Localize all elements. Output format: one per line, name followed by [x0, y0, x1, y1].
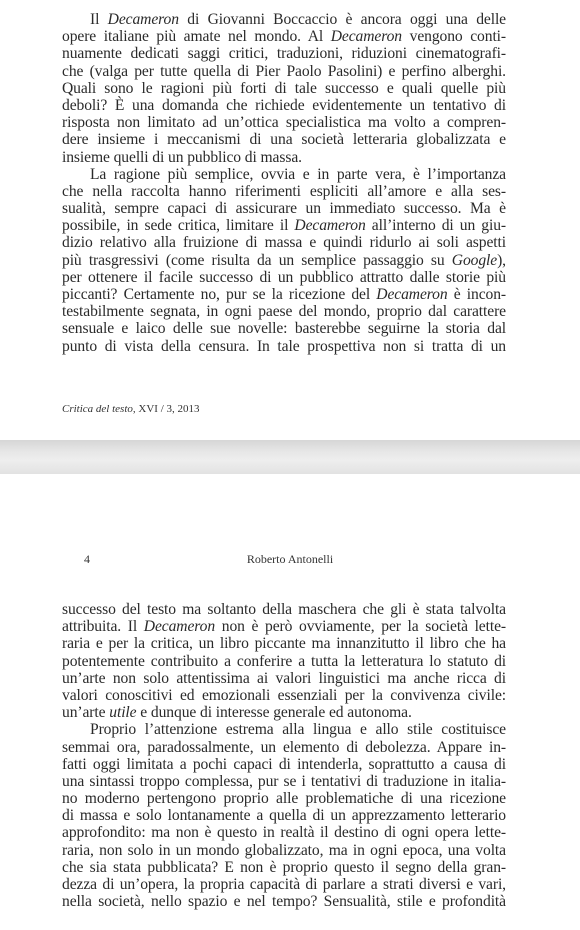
text-line — [62, 166, 506, 183]
italic-text: Decameron — [143, 618, 216, 636]
page-number: 4 — [84, 552, 90, 566]
text-span: dere insieme i meccanismi di una società letteraria globalizzata e — [62, 131, 506, 149]
text-span: di Giovanni Boccaccio è ancora oggi una delle — [178, 11, 506, 28]
italic-text: Decameron — [376, 286, 448, 303]
text-line — [62, 618, 506, 635]
text-line — [62, 114, 506, 131]
journal-issue: XVI / 3, 2013 — [138, 403, 200, 415]
text-span: insieme quelli di un pubblico di massa. — [62, 148, 302, 166]
italic-text: utile — [109, 704, 137, 722]
text-span: raria e per la critica, un libro piccante ma innanzitutto il libro che ha — [62, 635, 506, 653]
text-span: un’arte — [62, 704, 110, 722]
text-span: approfondito: ma non è questo in realtà il destino di ogni opera lette- — [62, 824, 506, 842]
italic-text: Decameron — [107, 11, 179, 28]
text-span: una sintassi troppo complessa, pur se i tentativi di traduzione in italia- — [62, 772, 506, 790]
text-line — [62, 739, 506, 756]
text-line — [62, 149, 506, 166]
text-span: dezza di un’opera, la propria capacità di parlare a strati diversi e vari, — [62, 876, 506, 893]
text-span: di massa e solo lontanamente a quella di un apprezzamento letterario — [62, 807, 506, 825]
text-span: che sia stata pubblicata? E non è proprio questo il segno della gran- — [62, 858, 506, 876]
text-line — [62, 80, 506, 97]
text-span: che (valga per tutte quella di Pier Paolo Pasolini) e perfino alberghi. — [62, 62, 506, 80]
text-span: Il — [90, 11, 108, 28]
text-span: raria, non solo in un mondo globalizzato, ma in ogni epoca, una volta — [62, 841, 506, 859]
text-span: all’interno di un giu- — [365, 217, 506, 235]
text-line — [62, 876, 506, 893]
text-line — [62, 11, 506, 28]
text-span: per ottenere il facile successo di un pubblico attratto dalle storie più — [62, 268, 506, 286]
text-line — [62, 704, 506, 721]
text-span: successo del testo ma soltanto della maschera che gli è stata talvolta — [62, 601, 506, 618]
text-line — [62, 601, 506, 618]
text-line — [62, 635, 506, 652]
journal-title: Critica del testo, — [62, 403, 136, 415]
running-head-author: Roberto Antonelli — [246, 552, 334, 566]
text-line — [62, 234, 506, 251]
text-line — [62, 97, 506, 114]
text-line — [62, 653, 506, 670]
text-span: dizio relativo alla fruizione di massa e quindi ridurlo ai soli aspetti — [62, 234, 506, 252]
italic-text: Decameron — [294, 217, 366, 235]
text-span: piccanti? Certamente no, pur se la ricezione del — [62, 286, 377, 303]
text-line — [62, 721, 506, 738]
text-span: sensuale e laico delle sue novelle: basterebbe seguirne la storia dal — [62, 320, 506, 338]
text-span: risposta non limitato ad un’ottica specialistica ma volto a compren- — [62, 114, 506, 132]
text-line — [62, 687, 506, 704]
text-line — [62, 286, 506, 303]
text-span: Proprio l’attenzione estrema alla lingua e allo stile costituisce — [90, 721, 506, 739]
text-span: potentemente contribuito a conferire a tutta la letteratura lo statuto di — [62, 652, 506, 670]
text-line — [62, 63, 506, 80]
text-span: attribuita. Il — [62, 618, 144, 636]
text-line — [62, 824, 506, 841]
text-line — [62, 670, 506, 687]
text-line — [62, 131, 506, 148]
text-span: no moderno pertengono proprio alle problematiche di una ricezione — [62, 790, 506, 808]
text-span: La ragione più semplice, ovvia e in parte vera, è l’importanza — [90, 165, 506, 183]
text-line — [62, 756, 506, 773]
text-line — [62, 790, 506, 807]
text-span: sualità, sempre capaci di assicurare un immediato successo. Ma è — [62, 200, 506, 218]
text-line — [62, 45, 506, 62]
text-span: punto di vista della censura. In tale prospettiva non si tratta di un — [62, 337, 506, 355]
journal-footer — [62, 403, 200, 415]
body-text-top — [62, 11, 506, 355]
document-page-top — [0, 0, 580, 440]
text-span: valori conoscitivi ed emozionali essenziali per la convivenza civile: — [62, 686, 506, 704]
text-span: nella società, nello spazio e nel tempo? Sensualità, stile e profondità — [62, 893, 506, 911]
text-span: testabilmente segnata, in ogni paese del mondo, proprio dal carattere — [62, 303, 506, 321]
text-span: possibile, in sede critica, limitare il — [62, 217, 295, 235]
text-span: più trasgressivi (come risulta da un semplice passaggio su — [62, 251, 452, 269]
text-span: che nella raccolta hanno riferimenti espliciti all’amore e alla ses- — [62, 182, 506, 200]
text-span: ), — [497, 251, 506, 269]
text-line — [62, 859, 506, 876]
text-line — [62, 807, 506, 824]
text-span: non è però ovviamente, per la società lette- — [215, 618, 507, 636]
text-span: nuamente dedicati saggi critici, traduzioni, riduzioni cinematografi- — [62, 45, 506, 63]
text-line — [62, 320, 506, 337]
text-line — [62, 893, 506, 910]
text-line — [62, 303, 506, 320]
text-line — [62, 269, 506, 286]
text-span: opere italiane più amate nel mondo. Al — [62, 28, 331, 46]
text-span: fatti oggi limitata a pochi capaci di intenderla, soprattutto a causa di — [62, 755, 506, 773]
text-span: deboli? È una domanda che richiede evidentemente un tentativo di — [62, 96, 506, 114]
text-line — [62, 773, 506, 790]
text-line — [62, 842, 506, 859]
text-span: e dunque di interesse generale ed autonoma. — [136, 704, 412, 722]
text-span: è incon- — [447, 286, 506, 303]
italic-text: Decameron — [330, 28, 403, 46]
text-line — [62, 252, 506, 269]
italic-text: Google — [451, 251, 498, 269]
text-line — [62, 28, 506, 45]
text-span: un’arte non solo attentissima ai valori linguistici ma anche ricca di — [62, 669, 506, 687]
text-span: Quali sono le ragioni più forti di tale successo e quali quelle più — [62, 79, 506, 97]
text-line — [62, 217, 506, 234]
text-line — [62, 338, 506, 355]
document-page-bottom — [0, 474, 580, 930]
body-text-bottom — [62, 601, 506, 910]
page-break-separator — [0, 440, 580, 474]
text-span: vengono conti- — [402, 28, 507, 46]
text-line — [62, 200, 506, 217]
text-line — [62, 183, 506, 200]
text-span: semmai ora, paradossalmente, un elemento di debolezza. Appare in- — [62, 738, 506, 756]
